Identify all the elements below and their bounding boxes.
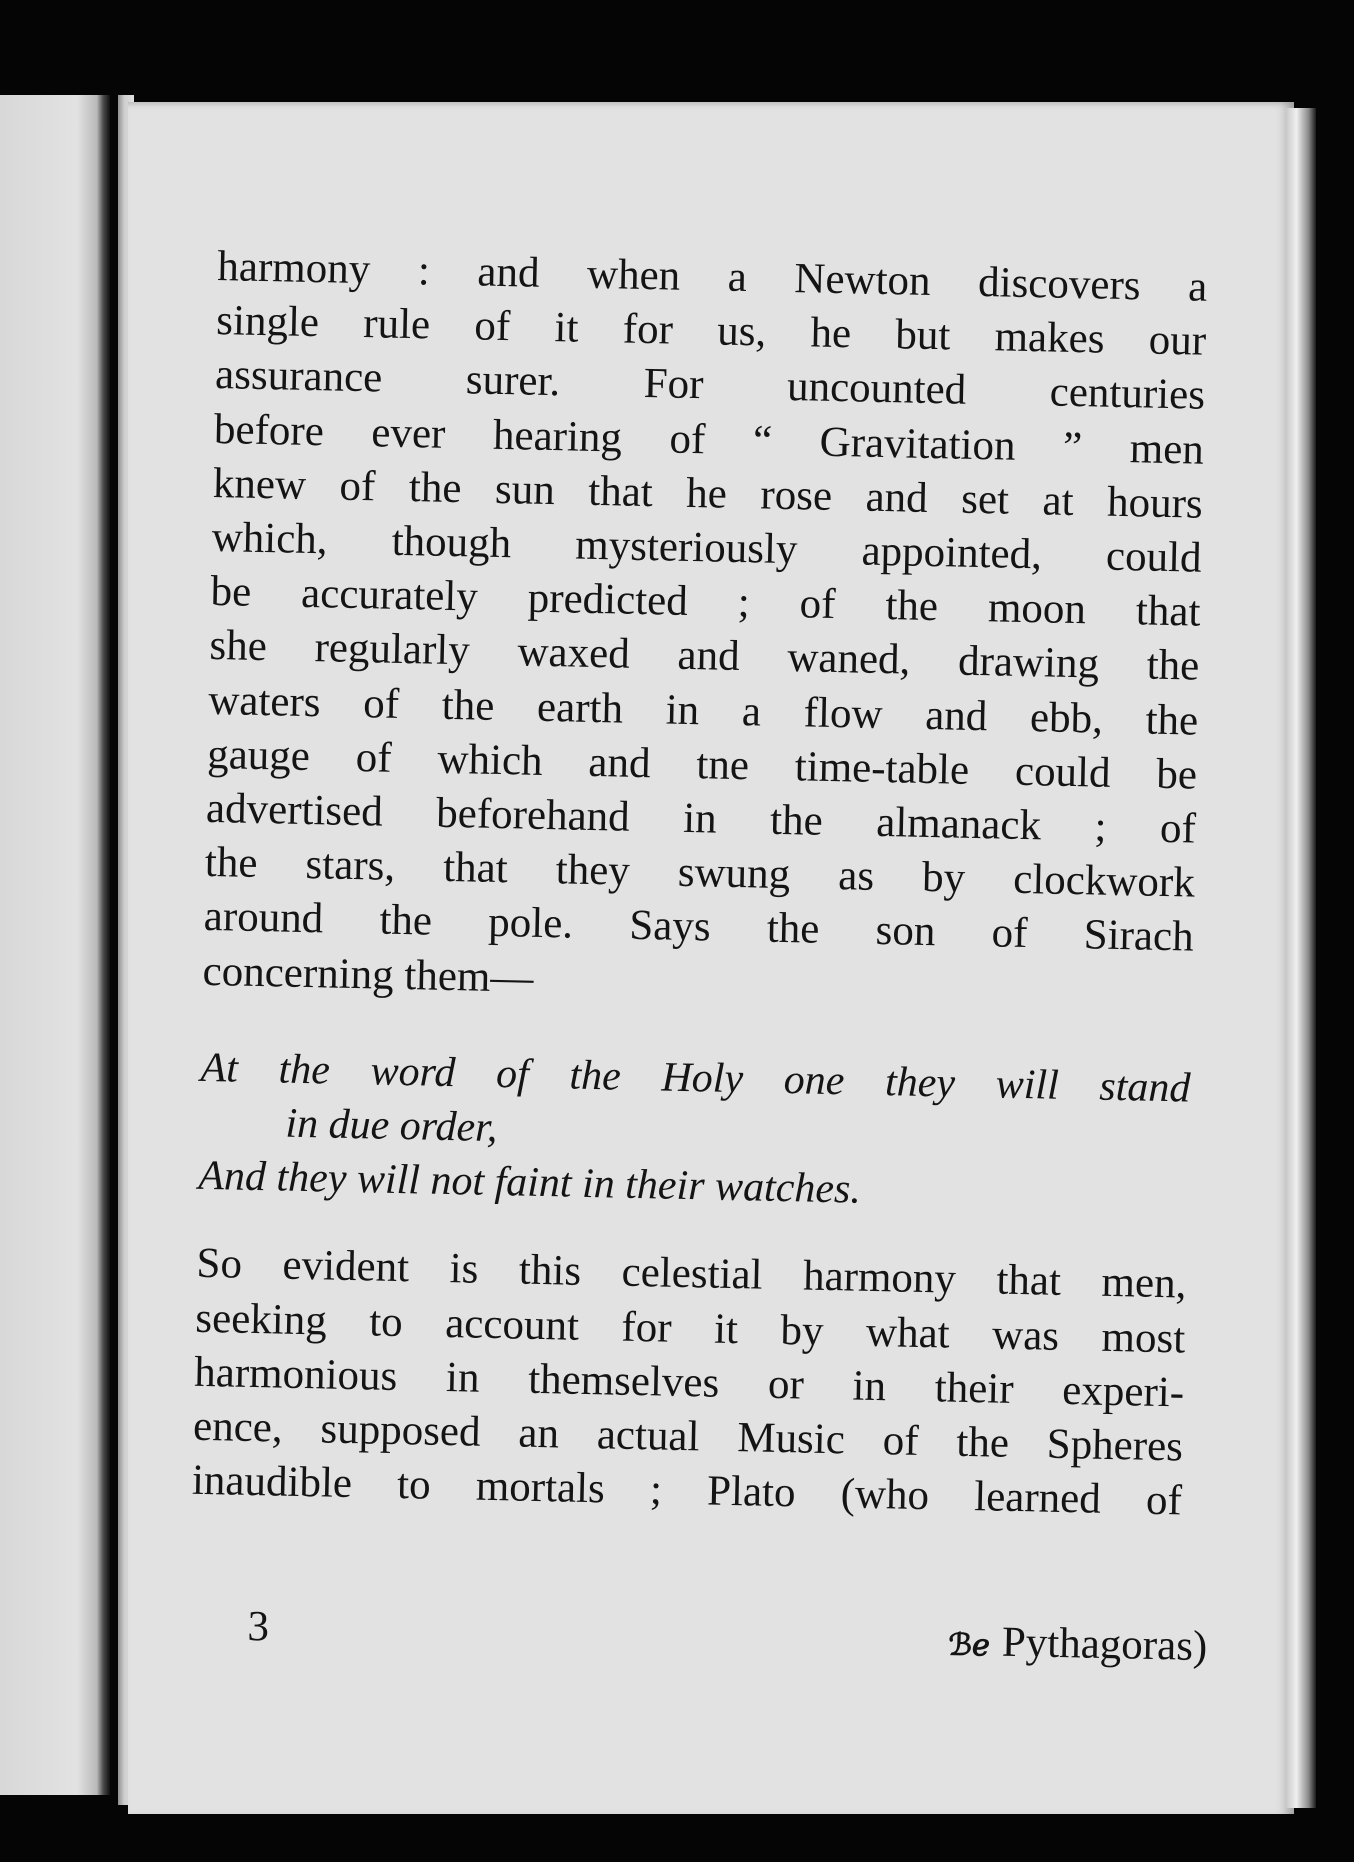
text-line: before ever hearing of “ Gravitation ” men [213, 405, 1205, 474]
page-text [191, 240, 1207, 1529]
paragraph-2 [191, 1237, 1186, 1529]
text-line: around the pole. Says the son of Sirach [203, 893, 1195, 962]
page-right-edge [1286, 108, 1316, 1808]
text-line: knew of the sun that he rose and set at hours [212, 459, 1204, 528]
page-number: 3 [246, 1602, 270, 1651]
text-line: seeking to account for it by what was most [194, 1294, 1186, 1363]
text-line: harmony : and when a Newton discovers a [216, 242, 1208, 311]
verse-line: At the word of the Holy one they will stand [200, 1044, 1191, 1112]
text-line: she regularly waxed and waned, drawing the [209, 622, 1200, 691]
text-line: single rule of it for us, he but makes our [215, 297, 1207, 365]
catchword [948, 1617, 1208, 1671]
text-line: So evident is this celestial harmony that men, [196, 1240, 1187, 1308]
text-line: waters of the earth in a flow and ebb, the [207, 676, 1199, 745]
text-line: advertised beforehand in the almanack ; of [205, 784, 1197, 853]
verse-line: in due order, [285, 1100, 498, 1152]
text-line: inaudible to mortals ; Plato (who learned of [191, 1456, 1183, 1525]
text-line: assurance surer. For uncounted centuries [214, 351, 1206, 420]
text-line: be accurately predicted ; of the moon that [210, 568, 1201, 636]
verse-quotation [198, 1041, 1191, 1224]
text-line: the stars, that they swung as by clockwork [204, 839, 1196, 907]
text-line: harmonious in themselves or in their experi- [193, 1348, 1185, 1417]
text-line: which, though mysteriously appointed, could [211, 513, 1203, 582]
text-line: concerning them— [202, 947, 534, 1002]
text-line: gauge of which and tne time-table could be [206, 730, 1198, 799]
page-footer [246, 1602, 1208, 1671]
printer-mark-icon: ℬℯ [948, 1628, 991, 1663]
paragraph-1 [202, 240, 1208, 1019]
book-page [128, 102, 1294, 1814]
facing-page-edge [0, 95, 110, 1795]
catchword-text: Pythagoras) [1001, 1618, 1208, 1671]
verse-line: And they will not faint in their watches. [197, 1153, 862, 1213]
text-line: ence, supposed an actual Music of the Spheres [192, 1402, 1184, 1471]
